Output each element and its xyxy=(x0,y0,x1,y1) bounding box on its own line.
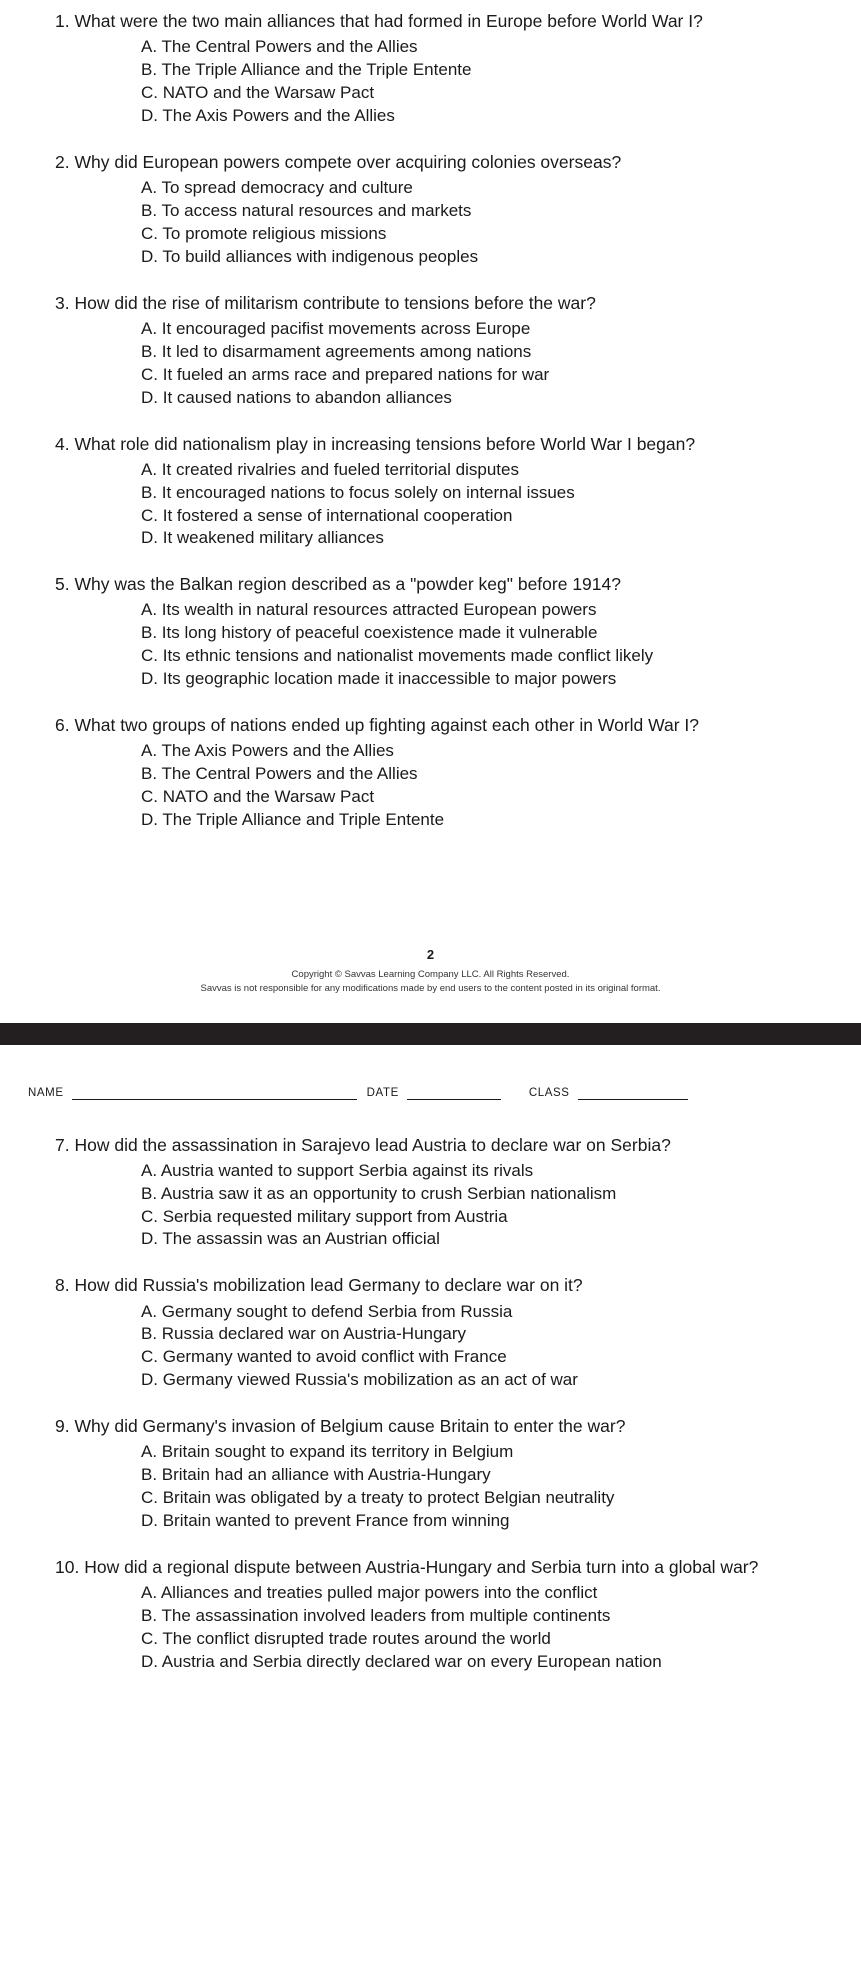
name-input[interactable] xyxy=(72,1087,357,1100)
answer-choice-a[interactable]: A. Alliances and treaties pulled major powers into the conflict xyxy=(141,1583,598,1603)
answer-choice-a[interactable]: A. Britain sought to expand its territory in Belgium xyxy=(141,1442,514,1462)
answer-choice-b[interactable]: B. Russia declared war on Austria-Hungary xyxy=(141,1324,467,1344)
page-two-questions xyxy=(26,1100,835,1674)
question-prompt: How did Russia's mobilization lead Germany to declare war on it? xyxy=(74,1275,583,1296)
question-prompt: Why did European powers compete over acquiring colonies overseas? xyxy=(74,151,622,172)
name-label: NAME xyxy=(28,1086,64,1099)
answer-choice-d[interactable]: D. Its geographic location made it inaccessible to major powers xyxy=(141,669,617,689)
question-item xyxy=(26,10,835,128)
question-text xyxy=(55,1556,835,1579)
date-label: DATE xyxy=(366,1086,399,1099)
answer-choice-c[interactable]: C. It fostered a sense of international cooperation xyxy=(141,505,513,525)
question-item xyxy=(26,573,835,691)
answer-choice-c[interactable]: C. The conflict disrupted trade routes around the world xyxy=(141,1629,551,1649)
answer-choice-c[interactable]: C. To promote religious missions xyxy=(141,223,387,243)
answer-choice-b[interactable]: B. It led to disarmament agreements among nations xyxy=(141,341,532,361)
question-text xyxy=(55,292,835,315)
page-number: 2 xyxy=(426,947,435,963)
date-input[interactable] xyxy=(407,1087,501,1100)
question-text xyxy=(55,1415,835,1438)
answer-choice-b[interactable]: B. The Central Powers and the Allies xyxy=(141,764,418,784)
question-prompt: What two groups of nations ended up fighting against each other in World War I? xyxy=(74,715,700,736)
question-item xyxy=(26,1274,835,1392)
answer-choice-c[interactable]: C. It fueled an arms race and prepared nations for war xyxy=(141,364,550,384)
question-prompt: What were the two main alliances that had formed in Europe before World War I? xyxy=(74,11,703,31)
answer-choice-a[interactable]: A. To spread democracy and culture xyxy=(141,177,413,197)
answer-choice-b[interactable]: B. Austria saw it as an opportunity to crush Serbian nationalism xyxy=(141,1183,617,1203)
student-info-header xyxy=(26,1087,835,1100)
question-item xyxy=(26,292,835,410)
page-break-gap-bottom xyxy=(0,1045,861,1087)
question-number: 9. xyxy=(55,1416,70,1437)
answer-choice-d[interactable]: D. It caused nations to abandon alliances xyxy=(141,387,452,407)
answer-choice-b[interactable]: B. It encouraged nations to focus solely on internal issues xyxy=(141,482,575,502)
answer-choice-a[interactable]: A. Austria wanted to support Serbia against its rivals xyxy=(141,1160,534,1180)
question-number: 6. xyxy=(55,715,70,736)
answer-choice-d[interactable]: D. Austria and Serbia directly declared war on every European nation xyxy=(141,1652,662,1671)
answer-choice-a[interactable]: A. It created rivalries and fueled territorial disputes xyxy=(141,459,519,479)
page-one-spacer xyxy=(26,855,835,943)
question-item xyxy=(26,714,835,832)
question-text xyxy=(55,433,835,456)
page-break-gap-top xyxy=(0,997,861,1023)
question-prompt: How did a regional dispute between Austria-Hungary and Serbia turn into a global war? xyxy=(84,1557,759,1578)
question-prompt: Why did Germany's invasion of Belgium cause Britain to enter the war? xyxy=(74,1416,626,1437)
copyright-line-2: Savvas is not responsible for any modifications made by end users to the content posted in its original format. xyxy=(200,983,661,995)
question-prompt: How did the rise of militarism contribute to tensions before the war? xyxy=(74,292,596,313)
question-number: 5. xyxy=(55,574,70,595)
answer-choice-c[interactable]: C. Germany wanted to avoid conflict with France xyxy=(141,1347,507,1367)
question-item xyxy=(26,1415,835,1533)
answer-choice-d[interactable]: D. The Axis Powers and the Allies xyxy=(141,105,395,125)
answer-choice-b[interactable]: B. Its long history of peaceful coexistence made it vulnerable xyxy=(141,623,598,643)
question-text xyxy=(55,714,835,737)
answer-choice-a[interactable]: A. Germany sought to defend Serbia from Russia xyxy=(141,1301,513,1321)
question-item xyxy=(26,1134,835,1252)
copyright-notice xyxy=(26,968,835,997)
class-input[interactable] xyxy=(578,1087,688,1100)
answer-choice-b[interactable]: B. Britain had an alliance with Austria-Hungary xyxy=(141,1465,491,1485)
answer-choice-b[interactable]: B. The assassination involved leaders from multiple continents xyxy=(141,1606,611,1626)
question-prompt: What role did nationalism play in increasing tensions before World War I began? xyxy=(74,433,696,454)
answer-choice-c[interactable]: C. NATO and the Warsaw Pact xyxy=(141,82,375,102)
answer-choice-a[interactable]: A. Its wealth in natural resources attracted European powers xyxy=(141,600,597,620)
answer-choice-d[interactable]: D. It weakened military alliances xyxy=(141,528,384,548)
answer-choice-d[interactable]: D. The Triple Alliance and Triple Entente xyxy=(141,810,445,830)
answer-choice-a[interactable]: A. The Central Powers and the Allies xyxy=(141,37,418,57)
question-number: 10. xyxy=(55,1557,80,1578)
answer-choice-b[interactable]: B. To access natural resources and markets xyxy=(141,200,472,220)
question-item xyxy=(26,151,835,269)
question-text xyxy=(55,1274,835,1297)
answer-choice-d[interactable]: D. The assassin was an Austrian official xyxy=(141,1229,440,1249)
answer-choice-c[interactable]: C. Serbia requested military support from Austria xyxy=(141,1206,508,1226)
question-text xyxy=(55,10,835,33)
question-number: 8. xyxy=(55,1275,70,1296)
question-number: 3. xyxy=(55,292,70,313)
question-number: 4. xyxy=(55,433,70,454)
question-prompt: How did the assassination in Sarajevo lead Austria to declare war on Serbia? xyxy=(74,1134,671,1155)
question-prompt: Why was the Balkan region described as a "powder keg" before 1914? xyxy=(74,574,621,595)
question-number: 1. xyxy=(55,11,70,31)
question-item xyxy=(26,1556,835,1674)
answer-choice-d[interactable]: D. Germany viewed Russia's mobilization as an act of war xyxy=(141,1370,578,1390)
answer-choice-b[interactable]: B. The Triple Alliance and the Triple Entente xyxy=(141,60,472,80)
class-label: CLASS xyxy=(528,1086,570,1099)
question-text xyxy=(55,151,835,174)
question-number: 2. xyxy=(55,151,70,172)
answer-choice-c[interactable]: C. Britain was obligated by a treaty to protect Belgian neutrality xyxy=(141,1488,615,1508)
answer-choice-d[interactable]: D. Britain wanted to prevent France from winning xyxy=(141,1511,510,1531)
answer-choice-c[interactable]: C. NATO and the Warsaw Pact xyxy=(141,787,375,807)
question-number: 7. xyxy=(55,1134,70,1155)
page-two xyxy=(0,1087,861,1674)
answer-choice-a[interactable]: A. The Axis Powers and the Allies xyxy=(141,741,394,761)
copyright-line-1: Copyright © Savvas Learning Company LLC. All Rights Reserved. xyxy=(291,969,570,981)
question-text xyxy=(55,573,835,596)
answer-choice-c[interactable]: C. Its ethnic tensions and nationalist movements made conflict likely xyxy=(141,646,654,666)
question-text xyxy=(55,1134,835,1157)
answer-choice-d[interactable]: D. To build alliances with indigenous peoples xyxy=(141,246,479,266)
answer-choice-a[interactable]: A. It encouraged pacifist movements across Europe xyxy=(141,318,531,338)
question-item xyxy=(26,433,835,551)
page-separator-bar xyxy=(0,1023,861,1045)
